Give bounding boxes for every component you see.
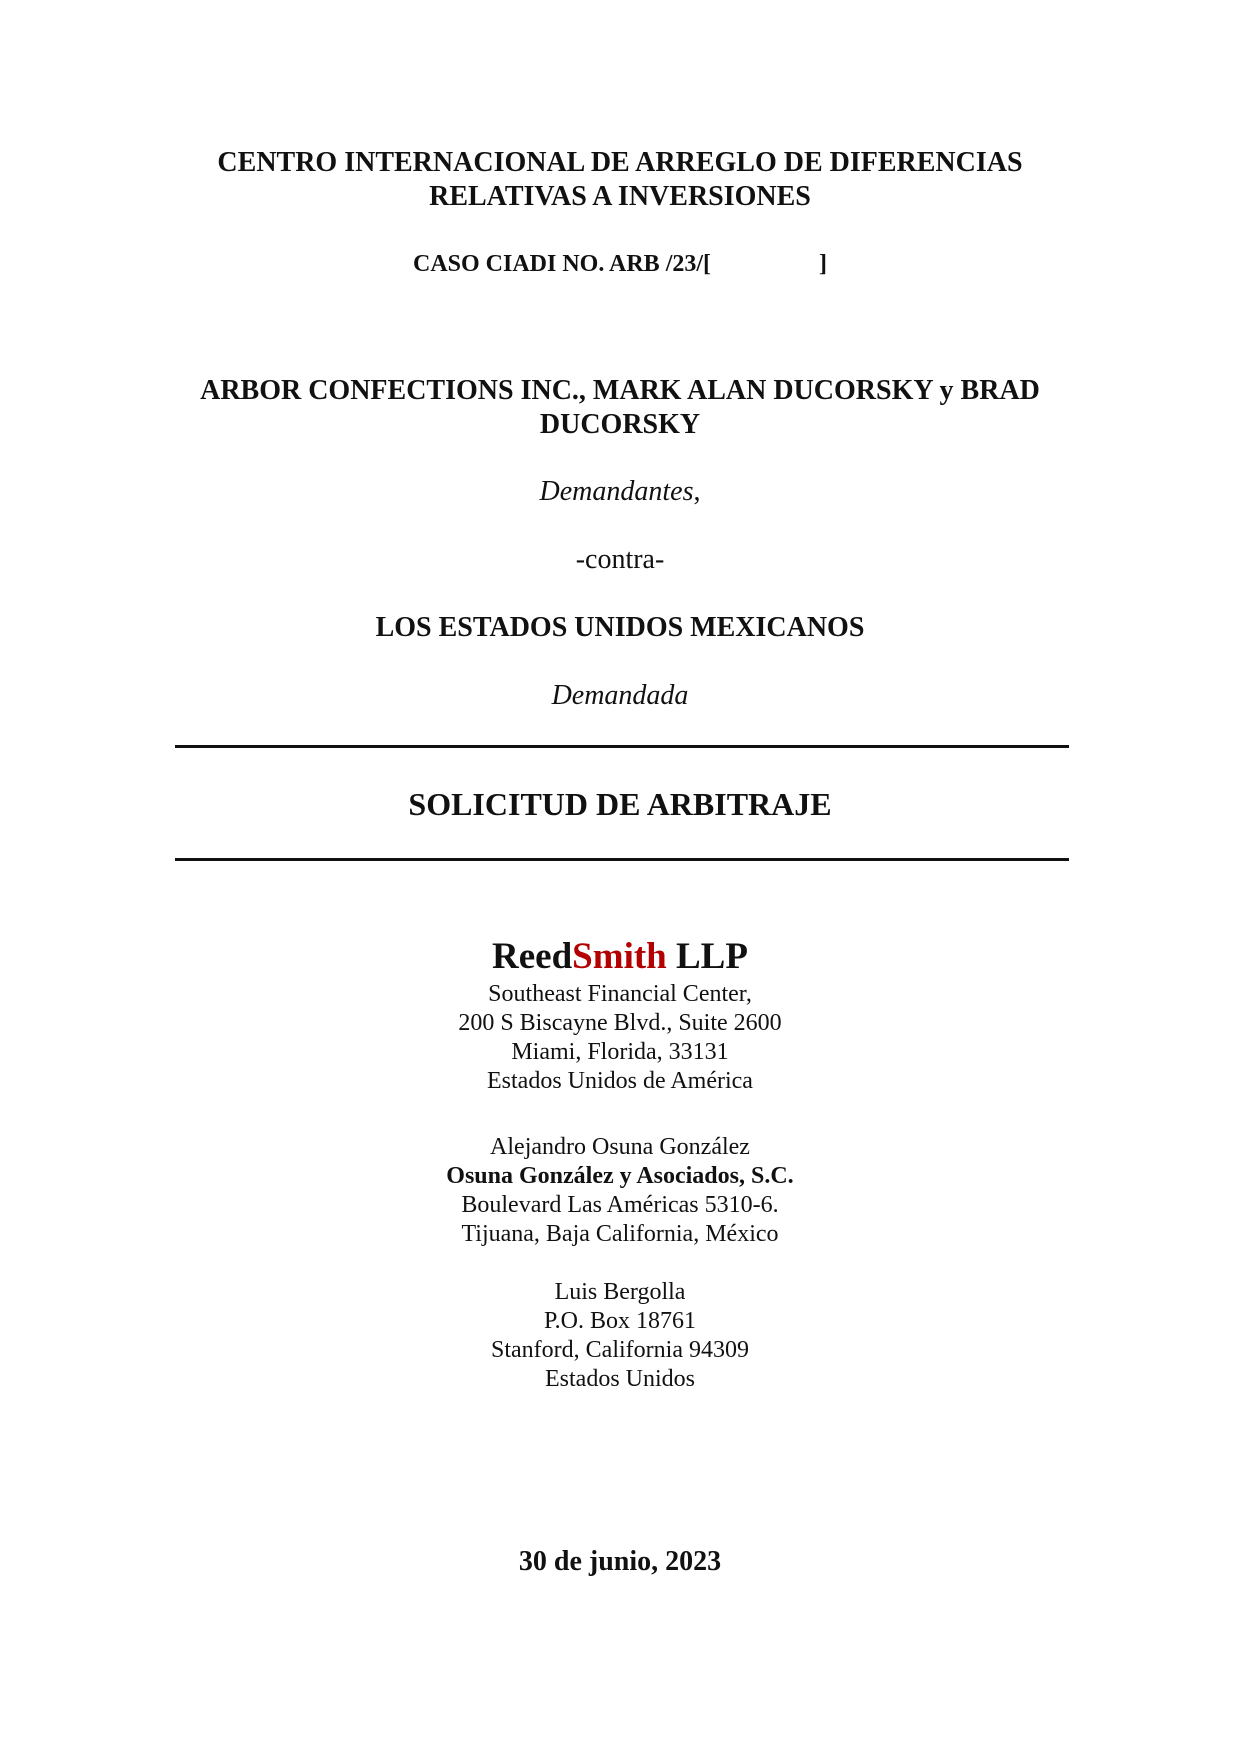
tribunal-heading [0,146,1240,214]
co-counsel-address-line: Estados Unidos [545,1366,695,1392]
claimants-role [0,475,1240,509]
firm-name-llp: LLP [666,936,748,977]
case-number [0,249,1240,279]
claimants-line-1: ARBOR CONFECTIONS INC., MARK ALAN DUCORSKY y BRAD [200,375,1040,406]
versus-label: -contra- [575,544,665,575]
firm-name-reed: Reed [492,936,573,977]
firm-address-line: Miami, Florida, 33131 [511,1039,729,1065]
case-number-suffix: ] [819,251,828,277]
claimants-role-label: Demandantes [539,476,694,507]
co-counsel-firm: Osuna González y Asociados, S.C. [446,1163,794,1189]
firm-address-line: 200 S Biscayne Blvd., Suite 2600 [458,1010,782,1036]
co-counsel-name: Luis Bergolla [554,1279,686,1305]
firm-name-smith: Smith [572,936,667,977]
respondent-role: Demandada [551,680,689,711]
co-counsel-name: Alejandro Osuna González [490,1134,750,1160]
co-counsel-osuna [0,1133,1240,1249]
co-counsel-address-line: P.O. Box 18761 [543,1308,697,1334]
co-counsel-address-line: Tijuana, Baja California, México [461,1221,779,1247]
respondent-name: LOS ESTADOS UNIDOS MEXICANOS [375,612,865,643]
filing-date: 30 de junio, 2023 [518,1546,722,1577]
co-counsel-address-line: Boulevard Las Américas 5310-6. [461,1192,779,1218]
tribunal-heading-line-1: CENTRO INTERNACIONAL DE ARREGLO DE DIFERENCIAS [217,147,1023,178]
title-divider-top [175,745,1069,748]
law-firm-name [0,936,1240,978]
claimants-names [0,374,1240,442]
firm-address-line: Estados Unidos de América [487,1068,753,1094]
firm-address-line: Southeast Financial Center, [488,981,752,1007]
claimants-line-2: DUCORSKY [539,409,701,440]
document-title: SOLICITUD DE ARBITRAJE [408,786,832,822]
firm-address [0,980,1240,1096]
co-counsel-bergolla [0,1278,1240,1394]
tribunal-heading-line-2: RELATIVAS A INVERSIONES [429,181,811,212]
title-divider-bottom [175,858,1069,861]
claimants-role-punct: , [693,476,701,507]
case-number-prefix: CASO CIADI NO. ARB /23/[ [412,251,712,277]
co-counsel-address-line: Stanford, California 94309 [491,1337,749,1363]
